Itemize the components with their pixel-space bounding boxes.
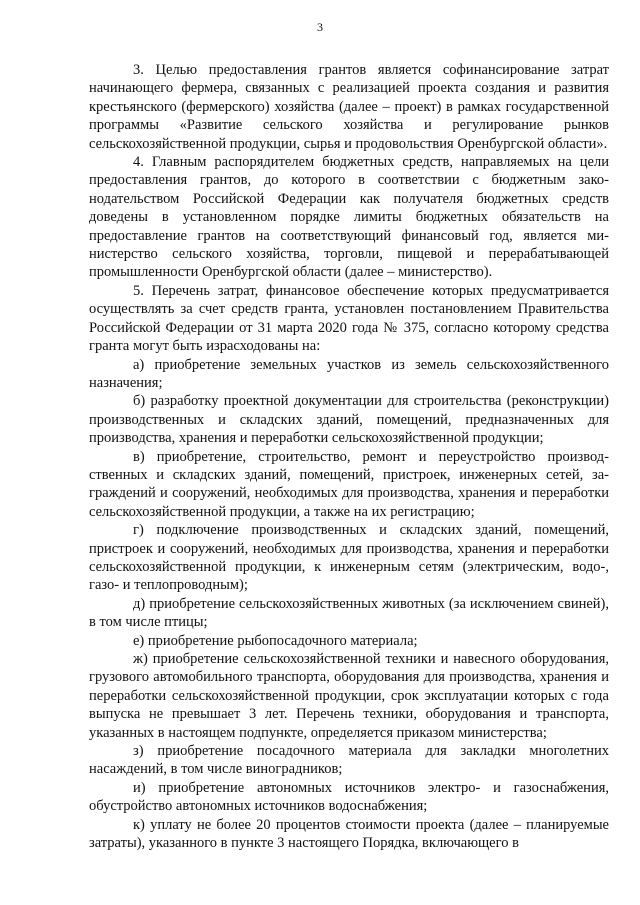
list-item-zh: ж) приобретение сельскохозяйственной техники и навесного оборудования, грузового автомобильного транспорта, оборудования для производства, хранения и переработки сельскохозяйственной продукции, срок эксплуатации которых с года выпуска не превышает 3 лет. Перечень техники, оборудования и транспорта, указанных в настоящем подпункте, определяется приказом министерства; (89, 651, 609, 741)
list-item-a: а) приобретение земельных участков из земель сельскохозяйственного назначения; (89, 356, 609, 391)
list-item-k: к) уплату не более 20 процентов стоимости проекта (далее – планируемые затраты), указанного в пункте 3 настоящего Порядка, включающего в (89, 816, 609, 852)
list-item-i: и) приобретение автономных источников электро- и газоснабжения, обустройство автономных источников водоснабжения; (89, 779, 609, 815)
paragraph-5-expense-list: 5. Перечень затрат, финансовое обеспечение которых предусматривается осуществлять за счет средств гранта, установлен постановлением Правительства Российской Федерации от 31 марта 2020 года № 375, согласно которому средства гранта могут быть израсходованы на: (89, 282, 609, 355)
list-item-d: д) приобретение сельскохозяйственных животных (за исключением свиней), в том числе птицы; (89, 595, 609, 631)
document-body (89, 61, 609, 852)
list-item-v: в) приобретение, строительство, ремонт и переустройство производственных и складских зданий, помещений, пристроек, инженерных сетей, заграждений и сооружений, необходимых для производства, хранения и переработки сельскохозяйственной продукции, а также на их регистрацию; (89, 448, 609, 520)
list-item-e: е) приобретение рыбопосадочного материала; (133, 632, 418, 649)
paragraph-3-grant-purpose: 3. Целью предоставления грантов является софинансирование затрат начинающего фермера, связанных с реализацией проекта создания и развития крестьянского (фермерского) хозяйства (далее – проект) в рамках государственной программы «Развитие сельского хозяйства и регулирование рынков сельскохозяйственной продукции, сырья и продовольствия Оренбургской области». (89, 62, 609, 152)
paragraph-4-budget-manager: 4. Главным распорядителем бюджетных средств, направляемых на цели предоставления грантов, до которого в соответствии с бюджетным законодательством Российской Федерации как получателя бюджетных средств доведены в установленном порядке лимиты бюджетных обязательств на предоставление грантов на соответствующий финансовый год, является министерство сельского хозяйства, торговли, пищевой и перерабатывающей промышленности Оренбургской области (далее – министерство). (89, 154, 609, 281)
list-item-z: з) приобретение посадочного материала для закладки многолетних насаждений, в том числе виноградников; (89, 743, 609, 778)
page-number: 3 (317, 20, 323, 34)
list-item-b: б) разработку проектной документации для строительства (реконструкции) производственных и складских зданий, помещений, предназначенных для производства, хранения и переработки сельскохозяйственной продукции; (89, 393, 609, 447)
list-item-g: г) подключение производственных и складских зданий, помещений, пристроек и сооружений, необходимых для производства, хранения и переработки сельскохозяйственной продукции, к инженерным сетям (электрическим, водо-, газо- и теплопроводным); (89, 522, 609, 594)
